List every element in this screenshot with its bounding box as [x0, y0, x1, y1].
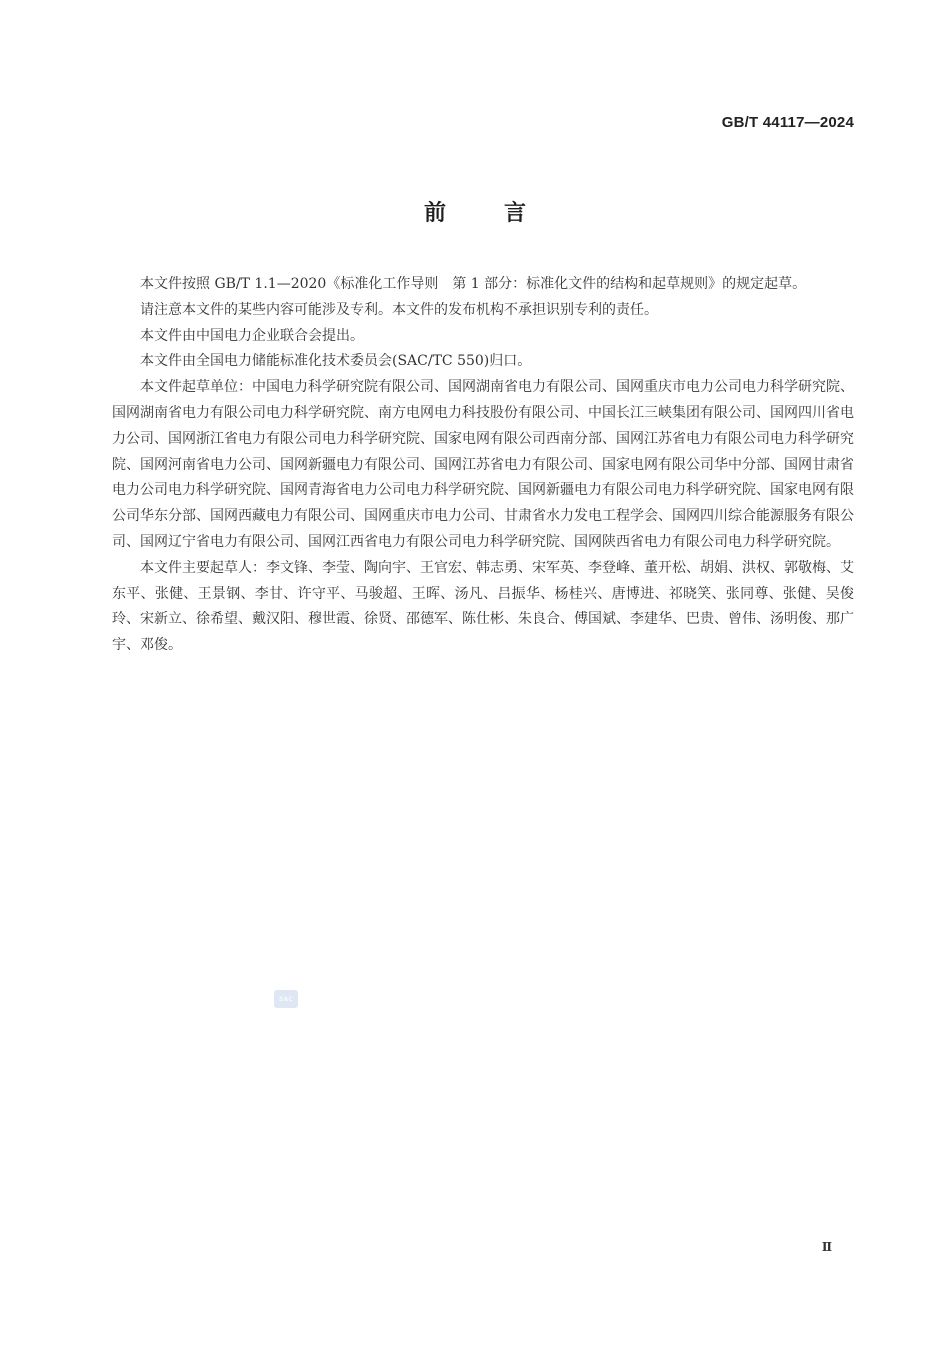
page-title: 前言	[423, 201, 584, 226]
paragraph-drafters: 本文件主要起草人：李文锋、李莹、陶向宇、王官宏、韩志勇、宋军英、李登峰、董开松、胡娟、洪权、郭敬梅、艾东平、张健、王景钢、李甘、许守平、马骏超、王晖、汤凡、吕振华、杨桂兴、唐博进、祁晓笑、张同尊、张健、吴俊玲、宋新立、徐希望、戴汉阳、穆世霞、徐贤、邵德军、陈仕彬、朱良合、傅国斌、李建华、巴贵、曾伟、汤明俊、那广宇、邓俊。	[112, 559, 854, 654]
watermark-text: SAC	[279, 995, 293, 1003]
paragraph-drafting-rule: 本文件按照 GB/T 1.1—2020《标准化工作导则 第 1 部分：标准化文件的结构和起草规则》的规定起草。	[140, 276, 807, 292]
foreword-body	[112, 272, 854, 659]
standard-number: GB/T 44117—2024	[721, 114, 854, 131]
paragraph-patent-notice: 请注意本文件的某些内容可能涉及专利。本文件的发布机构不承担识别专利的责任。	[140, 301, 658, 318]
publisher-logo-icon	[274, 990, 298, 1008]
paragraph-committee: 本文件由全国电力储能标准化技术委员会(SAC/TC 550)归口。	[140, 353, 532, 370]
paragraph-drafting-units: 本文件起草单位：中国电力科学研究院有限公司、国网湖南省电力有限公司、国网重庆市电力公司电力科学研究院、国网湖南省电力有限公司电力科学研究院、南方电网电力科技股份有限公司、中国长江三峡集团有限公司、国网四川省电力公司、国网浙江省电力有限公司电力科学研究院、国家电网有限公司西南分部、国网江苏省电力有限公司电力科学研究院、国网河南省电力公司、国网新疆电力有限公司、国网江苏省电力有限公司、国家电网有限公司华中分部、国网甘肃省电力公司电力科学研究院、国网青海省电力公司电力科学研究院、国网新疆电力有限公司电力科学研究院、国家电网有限公司华东分部、国网西藏电力有限公司、国网重庆市电力公司、甘肃省水力发电工程学会、国网四川综合能源服务有限公司、国网辽宁省电力有限公司、国网江西省电力有限公司电力科学研究院、国网陕西省电力有限公司电力科学研究院。	[112, 379, 854, 550]
paragraph-proposer: 本文件由中国电力企业联合会提出。	[140, 327, 364, 344]
page-number: Ⅱ	[821, 1240, 832, 1254]
